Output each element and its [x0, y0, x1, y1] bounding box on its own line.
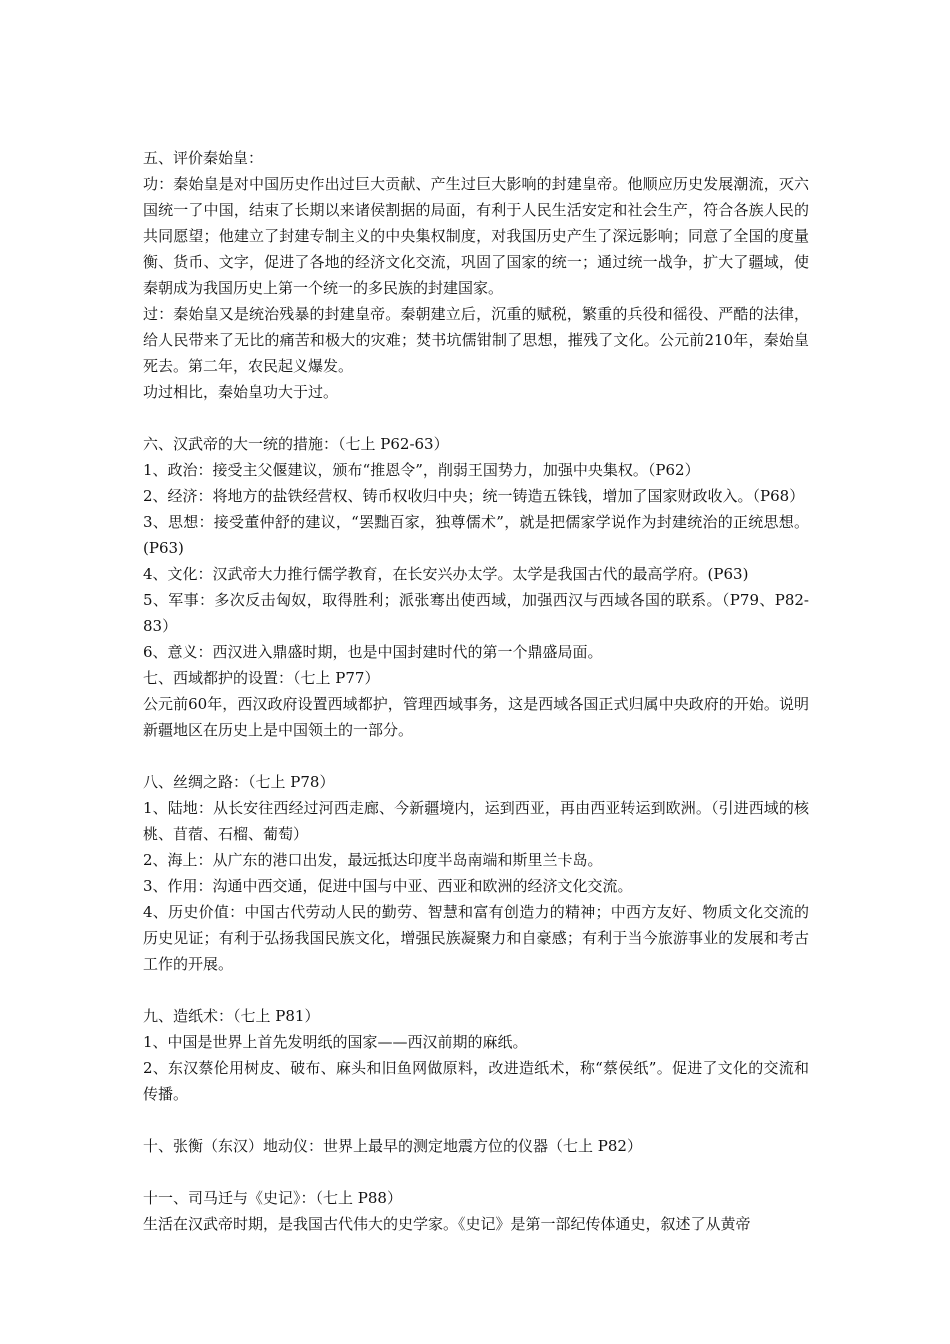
paragraph: 3、思想：接受董仲舒的建议，“罢黜百家，独尊儒术”，就是把儒家学说作为封建统治的正统思想。(P63): [143, 513, 809, 557]
section-title: 六、汉武帝的大一统的措施：（七上 P62-63）: [143, 435, 449, 453]
section-qin-shihuang: [143, 145, 809, 405]
section-papermaking: [143, 1003, 809, 1107]
section-title: 九、造纸术：（七上 P81）: [143, 1007, 320, 1025]
section-title: 五、评价秦始皇：: [143, 149, 264, 167]
section-title: 七、西域都护的设置：（七上 P77）: [143, 669, 380, 687]
section-title: 十一、司马迁与《史记》：（七上 P88）: [143, 1189, 402, 1207]
section-sima-qian: [143, 1185, 809, 1237]
paragraph: 4、文化：汉武帝大力推行儒学教育，在长安兴办太学。太学是我国古代的最高学府。(P63): [143, 565, 749, 583]
document-page: [143, 145, 809, 1237]
paragraph: 公元前60年，西汉政府设置西域都护，管理西域事务，这是西域各国正式归属中央政府的开始。说明新疆地区在历史上是中国领土的一部分。: [143, 695, 809, 739]
paragraph: 5、军事：多次反击匈奴，取得胜利；派张骞出使西域，加强西汉与西域各国的联系。（P79、P82-83）: [143, 591, 809, 635]
section-seismograph: [143, 1133, 809, 1159]
paragraph: 功过相比，秦始皇功大于过。: [143, 383, 339, 401]
paragraph: 生活在汉武帝时期，是我国古代伟大的史学家。《史记》是第一部纪传体通史，叙述了从黄帝: [143, 1215, 751, 1233]
spacer: [143, 977, 809, 1003]
spacer: [143, 743, 809, 769]
section-title: 十、张衡（东汉）地动仪：世界上最早的测定地震方位的仪器（七上 P82）: [143, 1137, 642, 1155]
paragraph: 2、东汉蔡伦用树皮、破布、麻头和旧鱼网做原料，改进造纸术，称“蔡侯纸”。促进了文化的交流和传播。: [143, 1059, 809, 1103]
paragraph: 2、海上：从广东的港口出发，最远抵达印度半岛南端和斯里兰卡岛。: [143, 851, 603, 869]
paragraph: 过：秦始皇又是统治残暴的封建皇帝。秦朝建立后，沉重的赋税，繁重的兵役和徭役、严酷的法律，给人民带来了无比的痛苦和极大的灾难；焚书坑儒钳制了思想，摧残了文化。公元前210年，秦始皇死去。第二年，农民起义爆发。: [143, 305, 809, 375]
paragraph: 6、意义：西汉进入鼎盛时期，也是中国封建时代的第一个鼎盛局面。: [143, 643, 603, 661]
section-han-wudi-measures: [143, 431, 809, 665]
spacer: [143, 1159, 809, 1185]
paragraph: 1、陆地：从长安往西经过河西走廊、今新疆境内，运到西亚，再由西亚转运到欧洲。（引进西域的核桃、苜蓿、石榴、葡萄）: [143, 799, 809, 843]
spacer: [143, 405, 809, 431]
section-silk-road: [143, 769, 809, 977]
paragraph: 3、作用：沟通中西交通，促进中国与中亚、西亚和欧洲的经济文化交流。: [143, 877, 633, 895]
paragraph: 1、政治：接受主父偃建议，颁布“推恩令”，削弱王国势力，加强中央集权。（P62）: [143, 461, 700, 479]
paragraph: 2、经济：将地方的盐铁经营权、铸币权收归中央；统一铸造五铢钱，增加了国家财政收入。（P68）: [143, 487, 805, 505]
section-western-regions-protectorate: [143, 665, 809, 743]
paragraph: 功：秦始皇是对中国历史作出过巨大贡献、产生过巨大影响的封建皇帝。他顺应历史发展潮流，灭六国统一了中国，结束了长期以来诸侯割据的局面，有利于人民生活安定和社会生产，符合各族人民的共同愿望；他建立了封建专制主义的中央集权制度，对我国历史产生了深远影响；同意了全国的度量衡、货币、文字，促进了各地的经济文化交流，巩固了国家的统一；通过统一战争，扩大了疆域，使秦朝成为我国历史上第一个统一的多民族的封建国家。: [143, 175, 809, 297]
section-title: 八、丝绸之路：（七上 P78）: [143, 773, 335, 791]
paragraph: 4、历史价值：中国古代劳动人民的勤劳、智慧和富有创造力的精神；中西方友好、物质文化交流的历史见证；有利于弘扬我国民族文化，增强民族凝聚力和自豪感；有利于当今旅游事业的发展和考古工作的开展。: [143, 903, 809, 973]
spacer: [143, 1107, 809, 1133]
paragraph: 1、中国是世界上首先发明纸的国家——西汉前期的麻纸。: [143, 1033, 528, 1051]
